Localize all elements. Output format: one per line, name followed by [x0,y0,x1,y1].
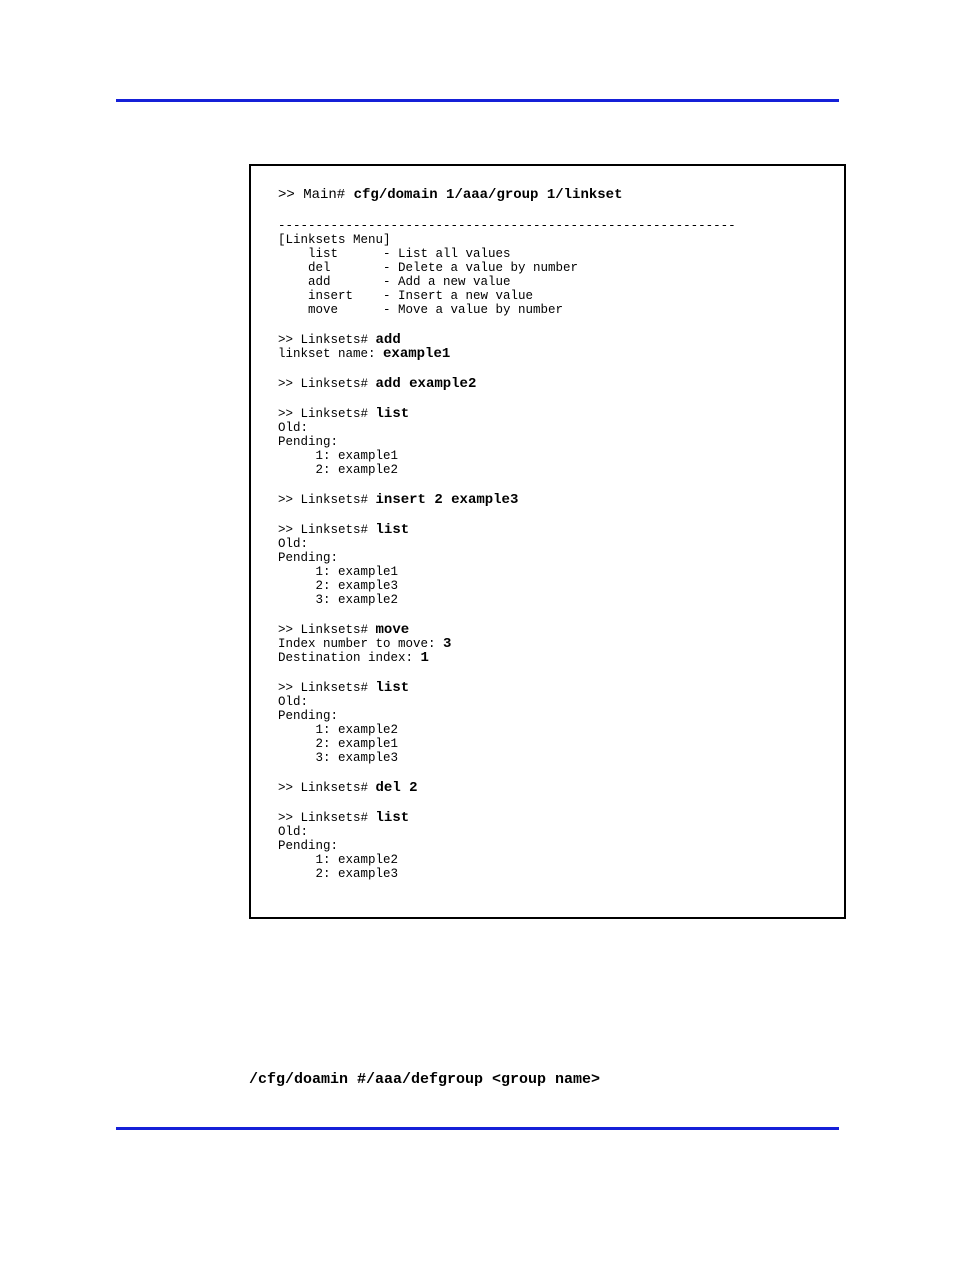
terminal-output-line: Old: [278,825,309,839]
terminal-blank-line [278,607,736,623]
terminal-command-line [278,811,736,825]
terminal-prompt: >> Linksets# [278,377,376,391]
terminal-prompt: linkset name: [278,347,384,361]
terminal-output-line: move - Move a value by number [278,303,564,317]
bottom-rule [116,1127,839,1130]
terminal-command: cfg/domain 1/aaa/group 1/linkset [353,187,623,203]
terminal-command-line [278,347,736,361]
terminal-command-line [278,623,736,637]
terminal-output-line: Pending: [278,709,339,723]
terminal-output-line: Old: [278,695,309,709]
terminal-prompt: >> Linksets# [278,681,376,695]
terminal-blank-line [278,361,736,377]
terminal-command-line [278,781,736,795]
terminal-command-line [278,681,736,695]
terminal-command-line [278,407,736,421]
terminal-output-line: 2: example3 [278,579,399,593]
terminal-prompt: >> Linksets# [278,493,376,507]
terminal-command-line [278,333,736,347]
terminal-blank-line [278,507,736,523]
terminal-blank-line [278,391,736,407]
terminal-command: example1 [383,346,451,362]
terminal-lines [278,188,736,881]
terminal-command: move [375,622,410,638]
terminal-command: insert 2 example3 [375,492,519,508]
terminal-command: add example2 [375,376,477,392]
terminal-prompt: >> Linksets# [278,623,376,637]
terminal-prompt: >> Main# [278,187,354,203]
terminal-output-line: 2: example2 [278,463,399,477]
terminal-output-line: Old: [278,537,309,551]
terminal-prompt: >> Linksets# [278,523,376,537]
terminal-output-line: add - Add a new value [278,275,511,289]
command-syntax: /cfg/doamin #/aaa/defgroup <group name> [249,1071,601,1088]
terminal-command: add [375,332,401,348]
terminal-output-line: ------------------------------------------------------------- [278,219,736,233]
terminal-output-line: 1: example2 [278,723,399,737]
terminal-command: 3 [443,636,452,652]
terminal-command-line [278,377,736,391]
terminal-output-line: 3: example3 [278,751,399,765]
terminal-prompt: >> Linksets# [278,407,376,421]
terminal-output-line: del - Delete a value by number [278,261,579,275]
terminal-output-line: 1: example2 [278,853,399,867]
terminal-output-line: Pending: [278,839,339,853]
terminal-prompt: Index number to move: [278,637,444,651]
terminal-output-line: 1: example1 [278,565,399,579]
terminal-output-line: Pending: [278,551,339,565]
terminal-prompt: Destination index: [278,651,421,665]
top-rule [116,99,839,102]
terminal-blank-line [278,203,736,219]
terminal-output-line: 2: example1 [278,737,399,751]
terminal-command: list [375,810,410,826]
terminal-blank-line [278,665,736,681]
terminal-prompt: >> Linksets# [278,811,376,825]
terminal-blank-line [278,317,736,333]
terminal-command-line [278,493,736,507]
terminal-command: list [375,406,410,422]
terminal-command: list [375,522,410,538]
terminal-command-line [278,637,736,651]
terminal-output-line: insert - Insert a new value [278,289,534,303]
terminal-command-line [278,523,736,537]
terminal-blank-line [278,795,736,811]
terminal-command: list [375,680,410,696]
terminal-output-line: 1: example1 [278,449,399,463]
terminal-prompt: >> Linksets# [278,781,376,795]
terminal-command-line [278,651,736,665]
terminal-blank-line [278,765,736,781]
terminal-output-line: list - List all values [278,247,511,261]
terminal-prompt: >> Linksets# [278,333,376,347]
terminal-blank-line [278,477,736,493]
terminal-command: 1 [420,650,429,666]
terminal-output-line: Pending: [278,435,339,449]
terminal-output-line: [Linksets Menu] [278,233,391,247]
terminal-output-line: Old: [278,421,309,435]
terminal-command: del 2 [375,780,418,796]
terminal-command-line [278,188,736,203]
terminal-output-line: 3: example2 [278,593,399,607]
terminal-example-box [249,164,846,919]
terminal-output-line: 2: example3 [278,867,399,881]
